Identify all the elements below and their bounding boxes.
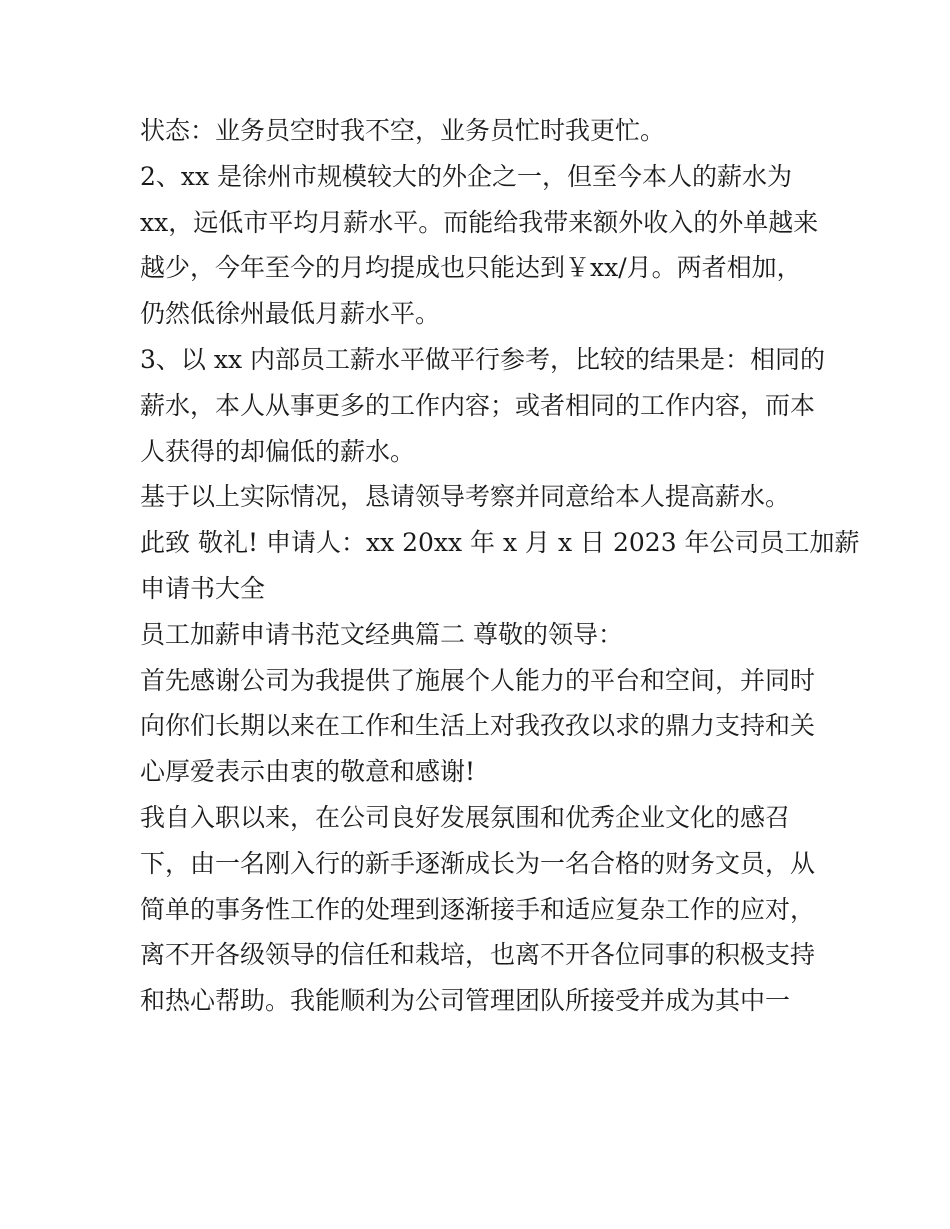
text-line: 薪水，本人从事更多的工作内容；或者相同的工作内容，而本	[140, 390, 816, 420]
text-line: 3、以 xx 内部员工薪水平做平行参考，比较的结果是：相同的	[140, 344, 825, 374]
text-line: 离不开各级领导的信任和栽培，也离不开各位同事的积极支持	[140, 940, 816, 970]
text-line: 基于以上实际情况，恳请领导考察并同意给本人提高薪水。	[140, 482, 791, 512]
text-line: 人获得的却偏低的薪水。	[140, 436, 416, 466]
text-line: 心厚爱表示由衷的敬意和感谢!	[140, 757, 476, 787]
text-line: 我自入职以来，在公司良好发展氛围和优秀企业文化的感召	[140, 802, 791, 832]
text-line: 越少，今年至今的月均提成也只能达到￥xx/月。两者相加，	[140, 253, 802, 283]
text-line: 状态：业务员空时我不空，业务员忙时我更忙。	[140, 116, 666, 145]
document-body	[140, 108, 860, 1024]
text-line: 申请书大全	[140, 573, 266, 603]
text-line: 2、xx 是徐州市规模较大的外企之一，但至今本人的薪水为	[140, 161, 793, 191]
text-line: 员工加薪申请书范文经典篇二 尊敬的领导：	[140, 619, 623, 649]
text-line: 下，由一名刚入行的新手逐渐成长为一名合格的财务文员，从	[140, 848, 816, 878]
text-line: 仍然低徐州最低月薪水平。	[140, 299, 441, 329]
text-line: 简单的事务性工作的处理到逐渐接手和适应复杂工作的应对，	[140, 894, 816, 924]
text-line: 首先感谢公司为我提供了施展个人能力的平台和空间，并同时	[140, 665, 816, 695]
text-line: xx，远低市平均月薪水平。而能给我带来额外收入的外单越来	[140, 207, 819, 237]
text-line: 和热心帮助。我能顺利为公司管理团队所接受并成为其中一	[140, 986, 791, 1016]
text-line: 向你们长期以来在工作和生活上对我孜孜以求的鼎力支持和关	[140, 711, 816, 741]
text-line: 此致 敬礼! 申请人：xx 20xx 年 x 月 x 日 2023 年公司员工加薪	[140, 528, 860, 558]
